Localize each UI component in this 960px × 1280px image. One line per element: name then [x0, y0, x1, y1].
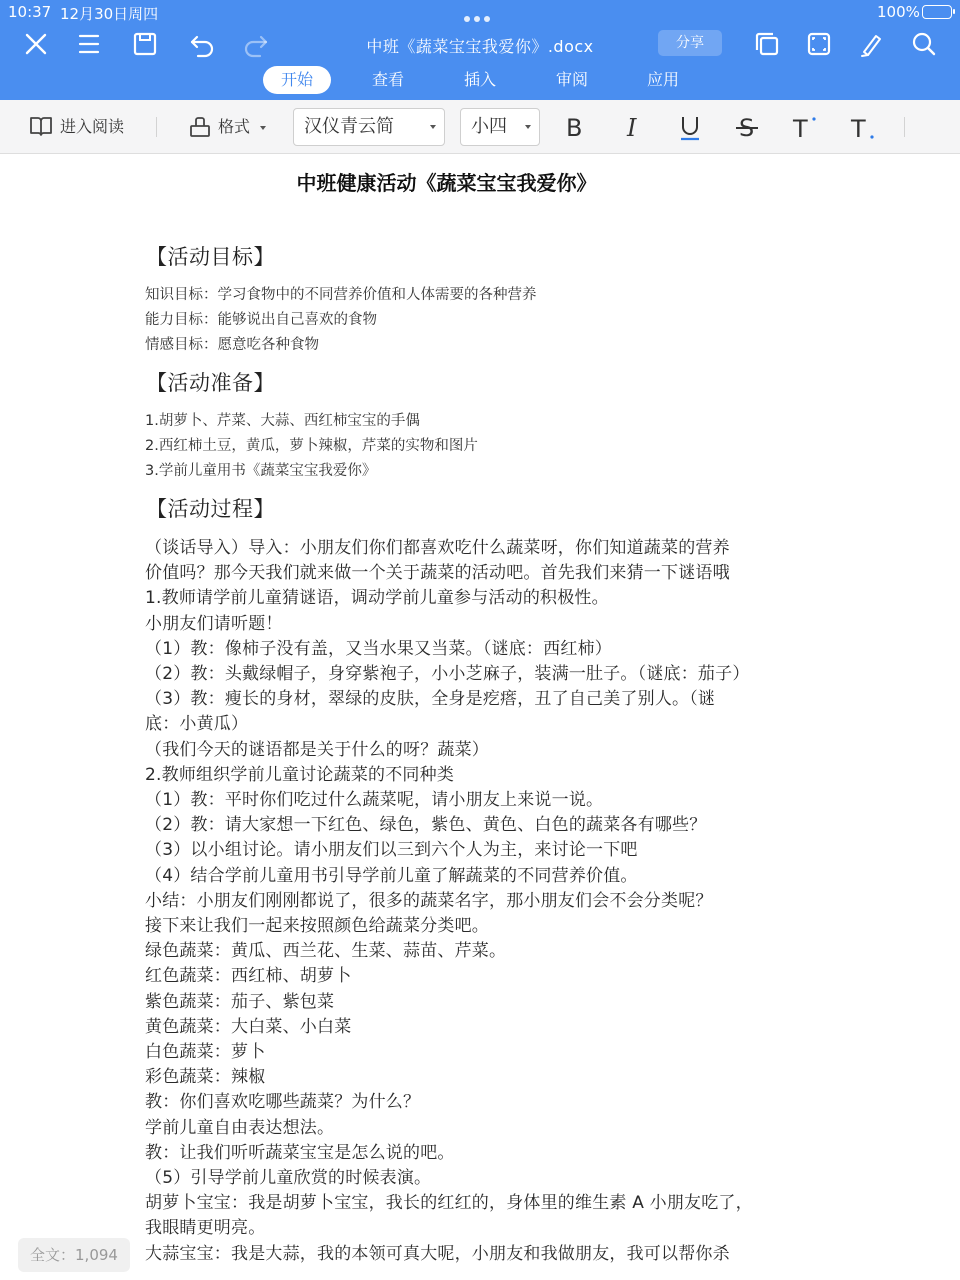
prep-line: 1.胡萝卜、芹菜、大蒜、西红柿宝宝的手偶 [145, 413, 420, 429]
process-line: 黄色蔬菜：大白菜、小白菜 [145, 1016, 352, 1037]
main-toolbar [0, 24, 960, 64]
process-line: 彩色蔬菜：辣椒 [145, 1067, 266, 1088]
tab-insert[interactable]: 插入 [463, 70, 496, 89]
process-line: 价值吗？那今天我们就来做一个关于蔬菜的活动吧。首先我们来猜一下谜语哦 [145, 563, 730, 584]
toolbar-divider [904, 117, 905, 137]
enter-reading-button[interactable]: 进入阅读 [60, 117, 125, 136]
status-date: 12月30日周四 [60, 5, 159, 23]
multitask-dots-icon[interactable] [464, 8, 498, 16]
process-line: 大蒜宝宝：我是大蒜，我的本领可真大呢，小朋友和我做朋友，我可以帮你杀 [145, 1243, 730, 1264]
process-line: 1.教师请学前儿童猜谜语，调动学前儿童参与活动的积极性。 [145, 588, 609, 609]
process-line: 教：让我们听听蔬菜宝宝是怎么说的吧。 [145, 1142, 455, 1163]
process-line: 胡萝卜宝宝：我是胡萝卜宝宝，我长的红红的，身体里的维生素 A 小朋友吃了， [145, 1193, 753, 1214]
chevron-down-icon [525, 125, 531, 129]
battery-percent: 100% [877, 3, 920, 21]
process-line: （4）结合学前儿童用书引导学前儿童了解蔬菜的不同营养价值。 [145, 865, 638, 886]
tab-view[interactable]: 查看 [371, 70, 404, 89]
document-title: 中班《蔬菜宝宝我爱你》.docx [366, 37, 594, 56]
ribbon-tabs [0, 66, 960, 96]
font-size-select[interactable] [460, 108, 540, 146]
search-icon[interactable] [908, 28, 940, 60]
svg-text:S: S [739, 114, 755, 142]
process-line: 绿色蔬菜：黄瓜、西兰花、生菜、蒜苗、芹菜。 [145, 941, 507, 962]
process-line: （2）教：请大家想一下红色、绿色，紫色、黄色、白色的蔬菜各有哪些？ [145, 815, 707, 836]
battery-icon [922, 5, 952, 19]
svg-text:T: T [851, 115, 866, 142]
prep-line: 2.西红柿土豆，黄瓜，萝卜辣椒，芹菜的实物和图片 [145, 438, 478, 454]
strikethrough-icon[interactable] [732, 112, 762, 142]
prep-line: 3.学前儿童用书《蔬菜宝宝我爱你》 [145, 463, 377, 479]
save-icon[interactable] [129, 28, 161, 60]
font-family-value: 汉仪青云简 [304, 116, 394, 137]
process-line: 我眼睛更明亮。 [145, 1218, 266, 1239]
svg-text:I: I [627, 114, 637, 142]
process-line: 红色蔬菜：西红柿、胡萝卜 [145, 966, 352, 987]
fullscreen-icon[interactable] [803, 28, 835, 60]
process-line: 2.教师组织学前儿童讨论蔬菜的不同种类 [145, 764, 455, 785]
process-line: （1）教：平时你们吃过什么蔬菜呢，请小朋友上来说一说。 [145, 790, 604, 810]
tab-home[interactable]: 开始 [263, 66, 331, 94]
process-line: （2）教：头戴绿帽子，身穿紫袍子，小小芝麻子，装满一肚子。（谜底：茄子） [145, 664, 750, 684]
process-line: 底：小黄瓜） [145, 714, 249, 735]
pen-icon[interactable] [856, 28, 888, 60]
status-bar [0, 0, 960, 24]
process-line: 紫色蔬菜：茄子、紫包菜 [145, 991, 335, 1012]
tab-apps[interactable]: 应用 [646, 70, 679, 89]
section-heading-preparation: 【活动准备】 [146, 371, 275, 395]
goal-line: 情感目标：愿意吃各种食物 [145, 337, 319, 353]
undo-icon[interactable] [186, 28, 218, 60]
italic-icon[interactable] [618, 112, 648, 142]
share-button[interactable]: 分享 [658, 30, 722, 56]
bold-icon[interactable] [560, 112, 590, 142]
format-toolbar [0, 100, 960, 154]
chevron-down-icon [430, 125, 436, 129]
word-count-badge[interactable]: 全文：1,094 [18, 1238, 130, 1272]
subscript-icon[interactable] [848, 112, 878, 142]
process-line: 接下来让我们一起来按照颜色给蔬菜分类吧。 [145, 916, 489, 936]
document-heading: 中班健康活动《蔬菜宝宝我爱你》 [296, 171, 597, 195]
process-line: 白色蔬菜：萝卜 [145, 1042, 266, 1062]
format-button[interactable]: 格式 [218, 117, 251, 136]
app-header [0, 0, 960, 100]
toolbar-divider [156, 117, 157, 137]
process-line: （我们今天的谜语都是关于什么的呀？蔬菜） [145, 739, 489, 760]
goal-line: 知识目标：学习食物中的不同营养价值和人体需要的各种营养 [145, 287, 537, 303]
goal-line: 能力目标：能够说出自己喜欢的食物 [145, 312, 377, 328]
process-line: （1）教：像柿子没有盖，又当水果又当菜。（谜底：西红柿） [145, 638, 612, 659]
process-line: 教：你们喜欢吃哪些蔬菜？为什么？ [145, 1092, 421, 1113]
font-family-select[interactable] [293, 108, 445, 146]
multi-window-icon[interactable] [751, 28, 783, 60]
book-icon[interactable] [28, 113, 54, 139]
process-line: （3）教：瘦长的身材，翠绿的皮肤，全身是疙瘩，丑了自己美了别人。（谜 [145, 689, 716, 710]
section-heading-goals: 【活动目标】 [146, 245, 275, 269]
process-line: 小结：小朋友们刚刚都说了，很多的蔬菜名字，那小朋友们会不会分类呢？ [145, 890, 713, 911]
process-line: （3）以小组讨论。请小朋友们以三到六个人为主，来讨论一下吧 [145, 840, 638, 861]
superscript-icon[interactable] [790, 112, 820, 142]
format-brush-icon[interactable] [187, 114, 213, 140]
process-line: 小朋友们请听题！ [145, 613, 283, 634]
svg-text:B: B [566, 114, 583, 142]
font-size-value: 小四 [471, 116, 507, 137]
process-line: （谈话导入）导入：小朋友们你们都喜欢吃什么蔬菜呀，你们知道蔬菜的营养 [145, 538, 730, 558]
document-page[interactable] [0, 155, 960, 1280]
underline-icon[interactable] [675, 112, 705, 142]
tab-review[interactable]: 审阅 [555, 70, 588, 89]
redo-icon[interactable] [240, 28, 272, 60]
svg-text:T: T [793, 115, 808, 142]
chevron-down-icon [260, 126, 266, 130]
status-time: 10:37 [8, 3, 52, 21]
process-line: 学前儿童自由表达想法。 [145, 1117, 335, 1138]
menu-icon[interactable] [73, 28, 105, 60]
process-line: （5）引导学前儿童欣赏的时候表演。 [145, 1168, 432, 1188]
section-heading-process: 【活动过程】 [146, 497, 275, 521]
close-icon[interactable] [20, 28, 52, 60]
